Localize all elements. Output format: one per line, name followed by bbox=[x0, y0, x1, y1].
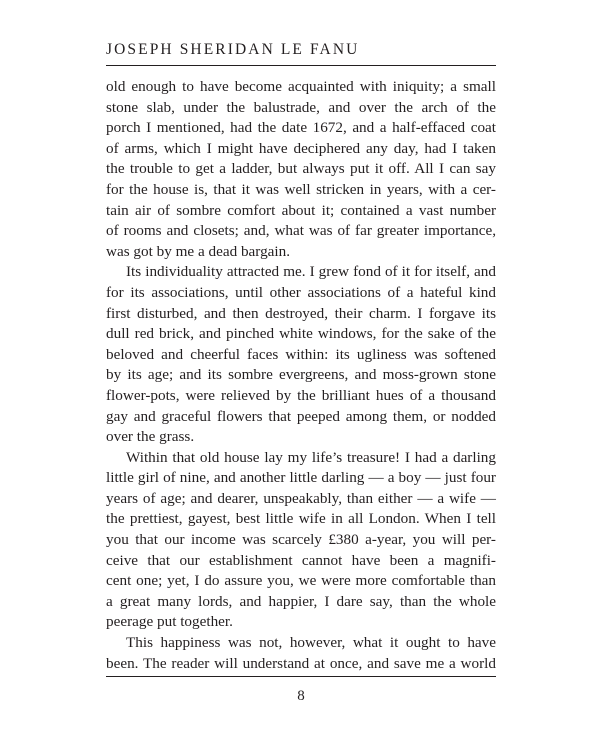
header-rule bbox=[106, 65, 496, 66]
text-line: for the house is, that it was well stricken in years, with a cer- bbox=[106, 180, 496, 198]
text-line: the trouble to get a ladder, but always put it off. All I can say bbox=[106, 160, 496, 178]
footer-rule bbox=[106, 676, 496, 677]
text-line: of arms, which I might have deciphered any day, had I taken bbox=[106, 139, 496, 157]
text-line: ceive that our establishment cannot have been a magnifi- bbox=[106, 551, 496, 569]
text-line: Within that old house lay my life’s treasure! I had a darling bbox=[126, 448, 496, 466]
text-line: been. The reader will understand at once, and save me a world bbox=[106, 654, 496, 672]
text-line: by its age; and its sombre evergreens, and moss-grown stone bbox=[106, 366, 496, 384]
text-line: cent one; yet, I do assure you, we were more comfortable than bbox=[106, 572, 496, 590]
text-line: This happiness was not, however, what it ought to have bbox=[126, 634, 496, 652]
text-line: Its individuality attracted me. I grew fond of it for itself, and bbox=[126, 263, 496, 281]
running-head: JOSEPH SHERIDAN LE FANU bbox=[106, 41, 360, 58]
text-line: dull red brick, and pinched white windows, for the sake of the bbox=[106, 325, 496, 343]
text-line: over the grass. bbox=[106, 428, 195, 446]
text-line: stone slab, under the balustrade, and over the arch of the bbox=[106, 98, 496, 116]
text-line: was got by me a dead bargain. bbox=[106, 242, 291, 260]
text-line: porch I mentioned, had the date 1672, and a half-effaced coat bbox=[106, 119, 496, 137]
text-line: first disturbed, and then destroyed, their charm. I forgave its bbox=[106, 304, 496, 322]
text-line: little girl of nine, and another little darling — a boy — just four bbox=[106, 469, 496, 487]
text-line: you that our income was scarcely £380 a-year, you will per- bbox=[106, 531, 496, 549]
body-text bbox=[106, 77, 496, 674]
text-line: the prettiest, gayest, best little wife in all London. When I tell bbox=[106, 510, 496, 528]
text-line: for its associations, until other associations of a hateful kind bbox=[106, 283, 496, 301]
text-line: peerage put together. bbox=[106, 613, 233, 631]
text-line: tain air of sombre comfort about it; contained a vast number bbox=[106, 201, 496, 219]
text-line: gay and graceful flowers that peeped among them, or nodded bbox=[106, 407, 496, 425]
text-line: beloved and cheerful faces within: its ugliness was softened bbox=[106, 345, 496, 363]
text-line: a great many lords, and happier, I dare say, than the whole bbox=[106, 592, 496, 610]
text-line: years of age; and dearer, unspeakably, than either — a wife — bbox=[106, 489, 496, 507]
page-number: 8 bbox=[297, 688, 305, 704]
text-line: of rooms and closets; and, what was of far greater importance, bbox=[106, 222, 496, 240]
text-line: old enough to have become acquainted with iniquity; a small bbox=[106, 78, 496, 95]
text-line: flower-pots, were relieved by the brilliant hues of a thousand bbox=[106, 386, 496, 404]
